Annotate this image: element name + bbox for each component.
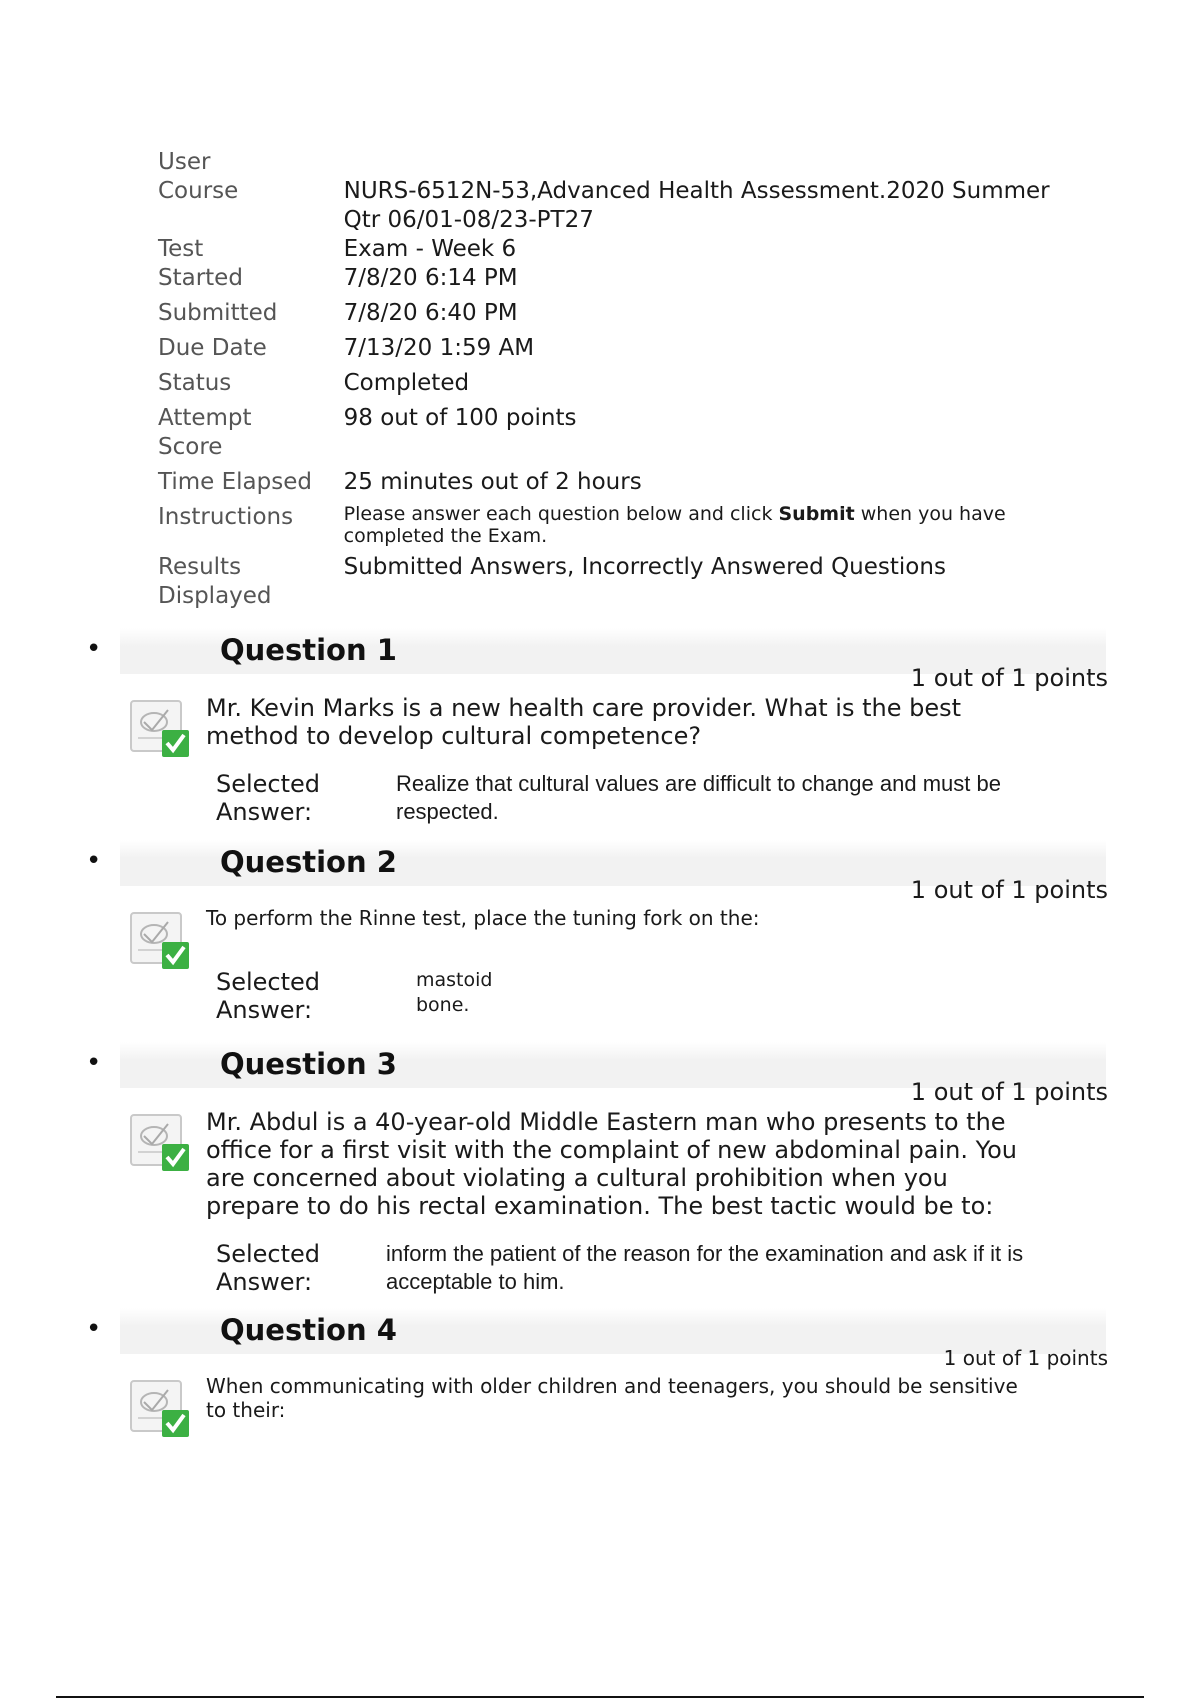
summary-label: Instructions bbox=[158, 504, 294, 530]
summary-row-instructions bbox=[158, 497, 1078, 547]
summary-value: 7/13/20 1:59 AM bbox=[343, 335, 535, 361]
bullet-icon: • bbox=[86, 1314, 102, 1344]
instructions-submit-keyword: Submit bbox=[778, 503, 855, 525]
instructions-text: Please answer each question below and click bbox=[343, 503, 779, 525]
question-points: 1 out of 1 points bbox=[910, 664, 1108, 692]
selected-answer-row bbox=[216, 968, 1106, 1024]
summary-row-due-date bbox=[158, 328, 1078, 363]
summary-label: Started bbox=[158, 265, 243, 291]
summary-label: Attempt Score bbox=[158, 405, 252, 460]
selected-answer-row bbox=[216, 770, 1106, 826]
question-block bbox=[86, 1308, 1106, 1422]
selected-answer-label: Selected Answer: bbox=[216, 770, 321, 826]
attempt-summary-table bbox=[158, 148, 1078, 611]
summary-row-status bbox=[158, 363, 1078, 398]
summary-label: User bbox=[158, 149, 211, 175]
question-text: To perform the Rinne test, place the tuning fork on the: bbox=[206, 906, 760, 930]
summary-value: Exam - Week 6 bbox=[343, 236, 517, 262]
question-title: Question 1 bbox=[220, 633, 397, 667]
correct-check-icon bbox=[130, 700, 190, 758]
question-body bbox=[130, 694, 1106, 826]
selected-answer-label: Selected Answer: bbox=[216, 1240, 321, 1296]
question-text: Mr. Abdul is a 40-year-old Middle Eastern man who presents to the office for a first visit with the complaint of new abdominal pain. You are concerned about violating a cultural prohibition when you prepare to do his rectal examination. The best tactic would be to: bbox=[206, 1108, 1017, 1220]
summary-instructions-value bbox=[344, 497, 1078, 547]
summary-row-attempt-score bbox=[158, 398, 1078, 462]
page-bottom-divider bbox=[56, 1696, 1144, 1698]
question-header bbox=[86, 1308, 1108, 1370]
question-points: 1 out of 1 points bbox=[910, 1078, 1108, 1106]
correct-check-icon bbox=[130, 1114, 190, 1172]
question-block bbox=[86, 1042, 1106, 1296]
summary-value: 7/8/20 6:40 PM bbox=[343, 300, 518, 326]
instructions-text-end: when you have completed the Exam. bbox=[343, 503, 1006, 547]
selected-answer-value: Realize that cultural values are difficult to change and must be respected. bbox=[396, 771, 1001, 824]
correct-check-icon bbox=[130, 1380, 190, 1438]
summary-row-results-displayed bbox=[158, 547, 1078, 611]
bullet-icon: • bbox=[86, 846, 102, 876]
question-header bbox=[86, 840, 1108, 904]
summary-row-test bbox=[158, 235, 1078, 264]
bullet-icon: • bbox=[86, 1048, 102, 1078]
summary-value: Submitted Answers, Incorrectly Answered Questions bbox=[343, 554, 946, 580]
question-text: When communicating with older children and teenagers, you should be sensitive to their: bbox=[206, 1374, 1018, 1422]
summary-label: Submitted bbox=[158, 300, 278, 326]
correct-check-icon bbox=[130, 912, 190, 970]
summary-value: 7/8/20 6:14 PM bbox=[343, 265, 518, 291]
summary-label: Course bbox=[158, 178, 239, 204]
summary-value: 98 out of 100 points bbox=[343, 405, 577, 431]
question-block bbox=[86, 840, 1106, 1024]
summary-label: Results Displayed bbox=[158, 554, 272, 609]
question-points: 1 out of 1 points bbox=[910, 876, 1108, 904]
selected-answer-row bbox=[216, 1240, 1106, 1296]
question-title: Question 2 bbox=[220, 845, 397, 879]
question-title: Question 3 bbox=[220, 1047, 397, 1081]
selected-answer-value: mastoid bone. bbox=[416, 969, 493, 1016]
selected-answer-value: inform the patient of the reason for the examination and ask if it is acceptable to him. bbox=[386, 1241, 1024, 1294]
bullet-icon: • bbox=[86, 634, 102, 664]
summary-value bbox=[344, 148, 1078, 177]
question-block bbox=[86, 628, 1106, 826]
summary-label: Test bbox=[158, 236, 204, 262]
summary-label: Due Date bbox=[158, 335, 267, 361]
question-text: Mr. Kevin Marks is a new health care provider. What is the best method to develop cultural competence? bbox=[206, 694, 962, 750]
question-title: Question 4 bbox=[220, 1313, 397, 1347]
selected-answer-label: Selected Answer: bbox=[216, 968, 321, 1024]
summary-row-time-elapsed bbox=[158, 462, 1078, 497]
summary-label: Time Elapsed bbox=[158, 469, 312, 495]
question-body bbox=[130, 1108, 1106, 1296]
summary-row-user bbox=[158, 148, 1078, 177]
summary-value: 25 minutes out of 2 hours bbox=[343, 469, 642, 495]
summary-row-submitted bbox=[158, 293, 1078, 328]
question-header bbox=[86, 628, 1108, 692]
summary-value: Completed bbox=[343, 370, 470, 396]
summary-row-course bbox=[158, 177, 1078, 235]
summary-value: NURS-6512N-53,Advanced Health Assessment.2020 Summer Qtr 06/01-08/23-PT27 bbox=[343, 178, 1050, 233]
question-points: 1 out of 1 points bbox=[943, 1346, 1108, 1370]
summary-label: Status bbox=[158, 370, 232, 396]
summary-row-started bbox=[158, 264, 1078, 293]
question-body bbox=[130, 906, 1106, 1024]
question-header bbox=[86, 1042, 1108, 1106]
question-body bbox=[130, 1374, 1106, 1422]
